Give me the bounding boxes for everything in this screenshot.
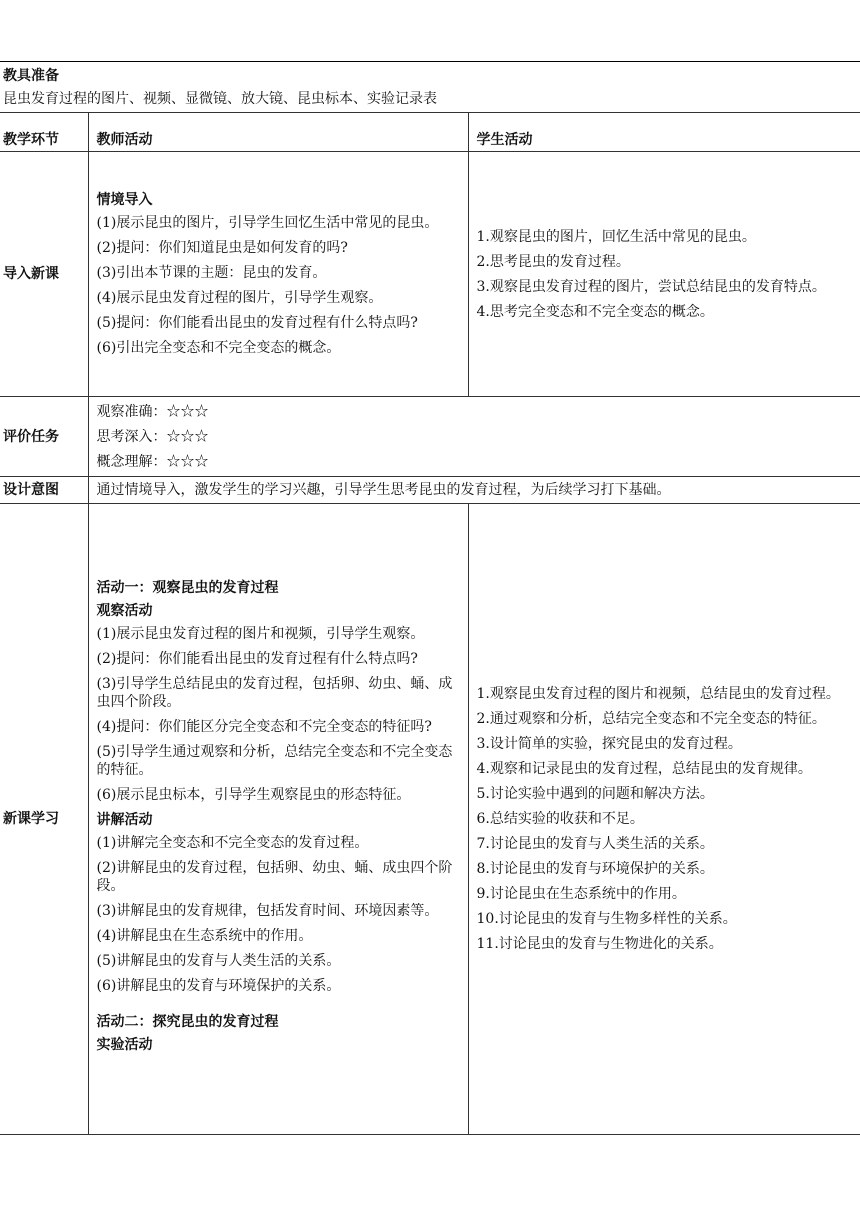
explain-item: (2)讲解昆虫的发育过程，包括卵、幼虫、蛹、成虫四个阶段。 [96,860,453,894]
student-intro-cell [468,152,860,397]
stage-eval: 评价任务 [0,397,88,477]
activity1-title: 活动一：观察昆虫的发育过程 [96,580,279,596]
stage-design: 设计意图 [0,477,88,504]
observe-title: 观察活动 [96,603,153,619]
explain-item: (4)讲解昆虫在生态系统中的作用。 [96,928,313,944]
header-stage: 教学环节 [0,113,88,152]
eval-cell [88,397,860,477]
header-student: 学生活动 [468,113,860,152]
newlesson-student-item: 8.讨论昆虫的发育与环境保护的关系。 [476,861,714,877]
prep-section [0,61,860,107]
table-row-design [0,477,860,504]
prep-description: 昆虫发育过程的图片、视频、显微镜、放大镜、昆虫标本、实验记录表 [3,91,437,107]
observe-item: (6)展示昆虫标本，引导学生观察昆虫的形态特征。 [96,787,411,803]
newlesson-student-item: 2.通过观察和分析，总结完全变态和不完全变态的特征。 [476,711,826,727]
newlesson-student-item: 4.观察和记录昆虫的发育过程，总结昆虫的发育规律。 [476,761,812,777]
activity2-title: 活动二：探究昆虫的发育过程 [96,1014,279,1030]
intro-student-item: 1.观察昆虫的图片，回忆生活中常见的昆虫。 [476,228,756,245]
teacher-intro-cell [88,152,468,397]
newlesson-student-item: 10.讨论昆虫的发育与生物多样性的关系。 [476,911,737,927]
observe-item: (3)引导学生总结昆虫的发育过程，包括卵、幼虫、蛹、成虫四个阶段。 [96,676,453,710]
intro-teacher-item: (3)引出本节课的主题：昆虫的发育。 [96,265,327,281]
observe-item: (1)展示昆虫发育过程的图片和视频，引导学生观察。 [96,626,425,642]
observe-item: (2)提问：你们能看出昆虫的发育过程有什么特点吗? [96,651,418,667]
intro-teacher-title: 情境导入 [96,192,153,208]
explain-item: (6)讲解昆虫的发育与环境保护的关系。 [96,978,341,994]
eval-item: 概念理解：☆☆☆ [96,453,209,470]
eval-item: 观察准确：☆☆☆ [96,403,209,420]
intro-teacher-item: (1)展示昆虫的图片，引导学生回忆生活中常见的昆虫。 [96,215,439,231]
stage-newlesson: 新课学习 [0,504,88,1135]
experiment-title: 实验活动 [96,1037,153,1053]
intro-student-item: 4.思考完全变态和不完全变态的概念。 [476,303,714,320]
newlesson-student-item: 3.设计简单的实验，探究昆虫的发育过程。 [476,736,742,752]
newlesson-student-item: 5.讨论实验中遇到的问题和解决方法。 [476,786,714,802]
intro-student-item: 3.观察昆虫发育过程的图片，尝试总结昆虫的发育特点。 [476,278,826,295]
student-newlesson-cell [468,504,860,1135]
intro-teacher-item: (5)提问：你们能看出昆虫的发育过程有什么特点吗? [96,315,418,331]
observe-item: (5)引导学生通过观察和分析，总结完全变态和不完全变态的特征。 [96,744,453,778]
newlesson-student-item: 1.观察昆虫发育过程的图片和视频，总结昆虫的发育过程。 [476,686,840,702]
newlesson-student-item: 9.讨论昆虫在生态系统中的作用。 [476,886,686,902]
intro-teacher-item: (6)引出完全变态和不完全变态的概念。 [96,340,341,356]
newlesson-student-item: 11.讨论昆虫的发育与生物进化的关系。 [476,936,723,952]
stage-intro: 导入新课 [0,152,88,397]
header-teacher: 教师活动 [88,113,468,152]
table-row-newlesson [0,504,860,1135]
explain-item: (1)讲解完全变态和不完全变态的发育过程。 [96,835,369,851]
intro-teacher-item: (2)提问：你们知道昆虫是如何发育的吗? [96,240,348,256]
table-row-eval [0,397,860,477]
explain-item: (5)讲解昆虫的发育与人类生活的关系。 [96,953,341,969]
table-header-row [0,113,860,152]
prep-title: 教具准备 [3,68,59,84]
explain-item: (3)讲解昆虫的发育规律，包括发育时间、环境因素等。 [96,903,439,919]
newlesson-student-item: 7.讨论昆虫的发育与人类生活的关系。 [476,836,714,852]
design-text: 通过情境导入，激发学生的学习兴趣，引导学生思考昆虫的发育过程，为后续学习打下基础。 [88,477,860,504]
eval-item: 思考深入：☆☆☆ [96,428,209,445]
intro-teacher-item: (4)展示昆虫发育过程的图片，引导学生观察。 [96,290,383,306]
lesson-plan-table [0,112,860,1135]
newlesson-student-item: 6.总结实验的收获和不足。 [476,811,644,827]
teacher-newlesson-cell [88,504,468,1135]
intro-student-item: 2.思考昆虫的发育过程。 [476,253,630,270]
explain-title: 讲解活动 [96,812,153,828]
observe-item: (4)提问：你们能区分完全变态和不完全变态的特征吗? [96,719,432,735]
table-row-intro [0,152,860,397]
